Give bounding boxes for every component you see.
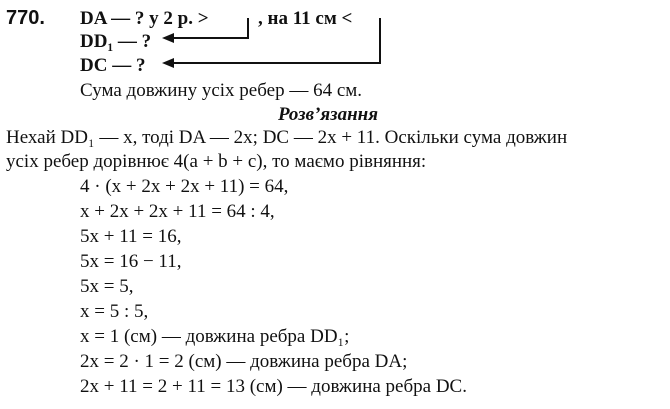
given-dd1-line: DD₁ — ? [80,31,152,52]
problem-condition: Сума довжину усіх ребер — 64 см. [80,80,363,101]
equation-line: 5x = 16 − 11, [80,251,182,272]
arrowhead-dc-icon [162,58,174,68]
solution-paragraph-line-2: усіх ребер дорівнює 4(a + b + c), то маємо рівняння: [6,151,427,172]
equation-line: 4 · (x + 2x + 2x + 11) = 64, [80,176,289,197]
problem-number: 770. [6,7,45,29]
solution-title: Розв’язання [278,104,378,125]
arrow-da-to-dc [170,18,380,63]
equation-line: 5x = 5, [80,276,134,297]
arrowhead-dd1-icon [162,33,174,43]
given-da-extra: , на 11 см < [258,8,353,29]
arrow-da-to-dd1 [170,18,248,38]
solution-paragraph-line-1: Нехай DD₁ — x, тоді DA — 2x; DC — 2x + 11. Оскільки сума довжин [6,127,568,148]
equation-line: x = 5 : 5, [80,301,149,322]
equation-line: 2x + 11 = 2 + 11 = 13 (см) — довжина ребра DC. [80,376,467,397]
equation-line: x = 1 (см) — довжина ребра DD₁; [80,326,350,347]
given-dc-line: DC — ? [80,55,146,76]
equation-line: x + 2x + 2x + 11 = 64 : 4, [80,201,275,222]
given-da-line: DA — ? у 2 р. > [80,8,209,29]
equation-line: 5x + 11 = 16, [80,226,182,247]
equation-line: 2x = 2 · 1 = 2 (см) — довжина ребра DA; [80,351,408,372]
